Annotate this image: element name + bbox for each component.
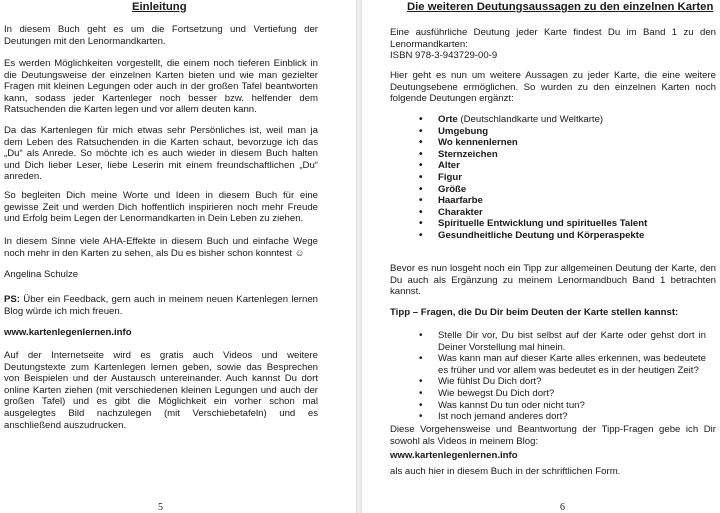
list-item: • Alter	[438, 160, 708, 172]
website-info-paragraph: Auf der Internetseite wird es gratis auch Videos und weitere Deutungstexte zum Kartenlegen lernen geben, sowie das Besprechen von Beispielen und der Austausch untereinander. Auch kannst Du dort online Karten ziehen (mit verschiedenen kleinen Legungen und auch der großen Tafel) und es gibt die Möglichkeit ein vorher schon mal ausgelegtes Bild nachzulegen (mit Verschiebetafeln) und es anschließend auszudrucken.	[4, 350, 318, 431]
intro-paragraph: In diesem Buch geht es um die Fortsetzung und Vertiefung der Deutungen mit den Lenormandkarten.	[4, 24, 318, 47]
written-form-paragraph: als auch hier in diesem Buch in der schriftlichen Form.	[390, 466, 621, 477]
list-item: • Orte (Deutschlandkarte und Weltkarte)	[438, 114, 708, 126]
interpretation-attributes-list	[438, 114, 708, 242]
list-item: • Größe	[438, 184, 708, 196]
list-item: • Wie fühlst Du Dich dort?	[438, 376, 706, 388]
list-item: • Gesundheitliche Deutung und Körperaspekte	[438, 230, 708, 242]
website-link[interactable]: www.kartenlegenlernen.info	[4, 327, 132, 338]
tip-heading: Tipp – Fragen, die Du Dir beim Deuten der Karte stellen kannst:	[390, 307, 679, 318]
right-page	[362, 0, 720, 513]
ps-text: Über ein Feedback, gern auch in meinem neuen Kartenlegen lernen Blog würde ich mich freuen.	[4, 294, 318, 317]
page-title-einleitung: Einleitung	[132, 1, 187, 13]
page-number: 5	[158, 502, 163, 513]
list-item: • Umgebung	[438, 126, 708, 138]
author-signature: Angelina Schulze	[4, 269, 79, 280]
accompany-paragraph: So begleiten Dich meine Worte und Ideen in diesem Buch für eine gewisse Zeit und werden Dich hoffentlich inspirieren noch mehr Freude und Erfolg beim Legen der Lenormandkarten in Dein Leben zu ziehen.	[4, 190, 318, 225]
video-blog-paragraph: Diese Vorgehensweise und Beantwortung der Tipp-Fragen gebe ich Dir sowohl als Videos in meinem Blog:	[390, 424, 716, 447]
page-number: 6	[560, 502, 565, 513]
list-item: • Haarfarbe	[438, 195, 708, 207]
aha-effects-paragraph: In diesem Sinne viele AHA-Effekte in diesem Buch und einfache Wege noch mehr in den Karten zu sehen, als Du es bisher schon konntest ☺	[4, 236, 318, 259]
list-item: • Charakter	[438, 207, 708, 219]
list-item: • Spirituelle Entwicklung und spirituelles Talent	[438, 218, 708, 230]
isbn-text: ISBN 978-3-943729-00-9	[390, 50, 498, 62]
ps-label: PS:	[4, 294, 20, 305]
website-link[interactable]: www.kartenlegenlernen.info	[390, 450, 518, 461]
list-item: • Wie bewegst Du Dich dort?	[438, 388, 706, 400]
list-item: • Stelle Dir vor, Du bist selbst auf der Karte oder gehst dort in Deiner Vorstellung mal hinein.	[438, 330, 706, 353]
left-page	[0, 0, 356, 513]
list-item: • Wo kennenlernen	[438, 137, 708, 149]
tip-questions-list	[438, 330, 706, 423]
personal-address-paragraph: Da das Kartenlegen für mich etwas sehr Persönliches ist, weil man ja dem Leben des Ratsuchenden in die Karten schaut, bevorzuge ich das „Du“ als Anrede. So möchte ich es auch wieder in diesem Buch halten und Dich lieber Leser, liebe Leserin mit einem freundschaftlichen „Du“ anreden.	[4, 125, 318, 183]
page-title-deutungsaussagen: Die weiteren Deutungsaussagen zu den einzelnen Karten	[407, 1, 714, 13]
list-item: • Sternzeichen	[438, 149, 708, 161]
list-item: • Figur	[438, 172, 708, 184]
possibilities-paragraph: Es werden Möglichkeiten vorgestellt, die einem noch tieferen Einblick in die Deutungsweise der einzelnen Karten bieten und wie man gezielter Fragen mit kleinen Legungen oder auch in der großen Tafel beantworten kann, sodass jeder Kartenleger noch besser bzw. helfender dem Ratsuchenden die Karten legen und vor allem deuten kann.	[4, 58, 318, 116]
list-item: • Ist noch jemand anderes dort?	[438, 411, 706, 423]
band1-text: Eine ausführliche Deutung jeder Karte findest Du im Band 1 zu den Lenormandkarten:	[390, 27, 716, 50]
tip-intro-paragraph: Bevor es nun losgeht noch ein Tipp zur allgemeinen Deutung der Karte, den Du auch als Ergänzung zu meinem Lenormandbuch Band 1 betrachten kannst.	[390, 263, 716, 298]
list-item: • Was kann man auf dieser Karte alles erkennen, was bedeutete es früher und vor allem was bedeutet es in der heutigen Zeit?	[438, 353, 706, 376]
list-item: • Was kannst Du tun oder nicht tun?	[438, 400, 706, 412]
band1-intro	[390, 27, 716, 62]
further-interpretations-paragraph: Hier geht es nun um weitere Aussagen zu jeder Karte, die eine weitere Deutungsebene ermöglichen. So wurden zu den einzelnen Karten noch folgende Deutungen ergänzt:	[390, 70, 716, 105]
ps-paragraph	[4, 294, 318, 317]
